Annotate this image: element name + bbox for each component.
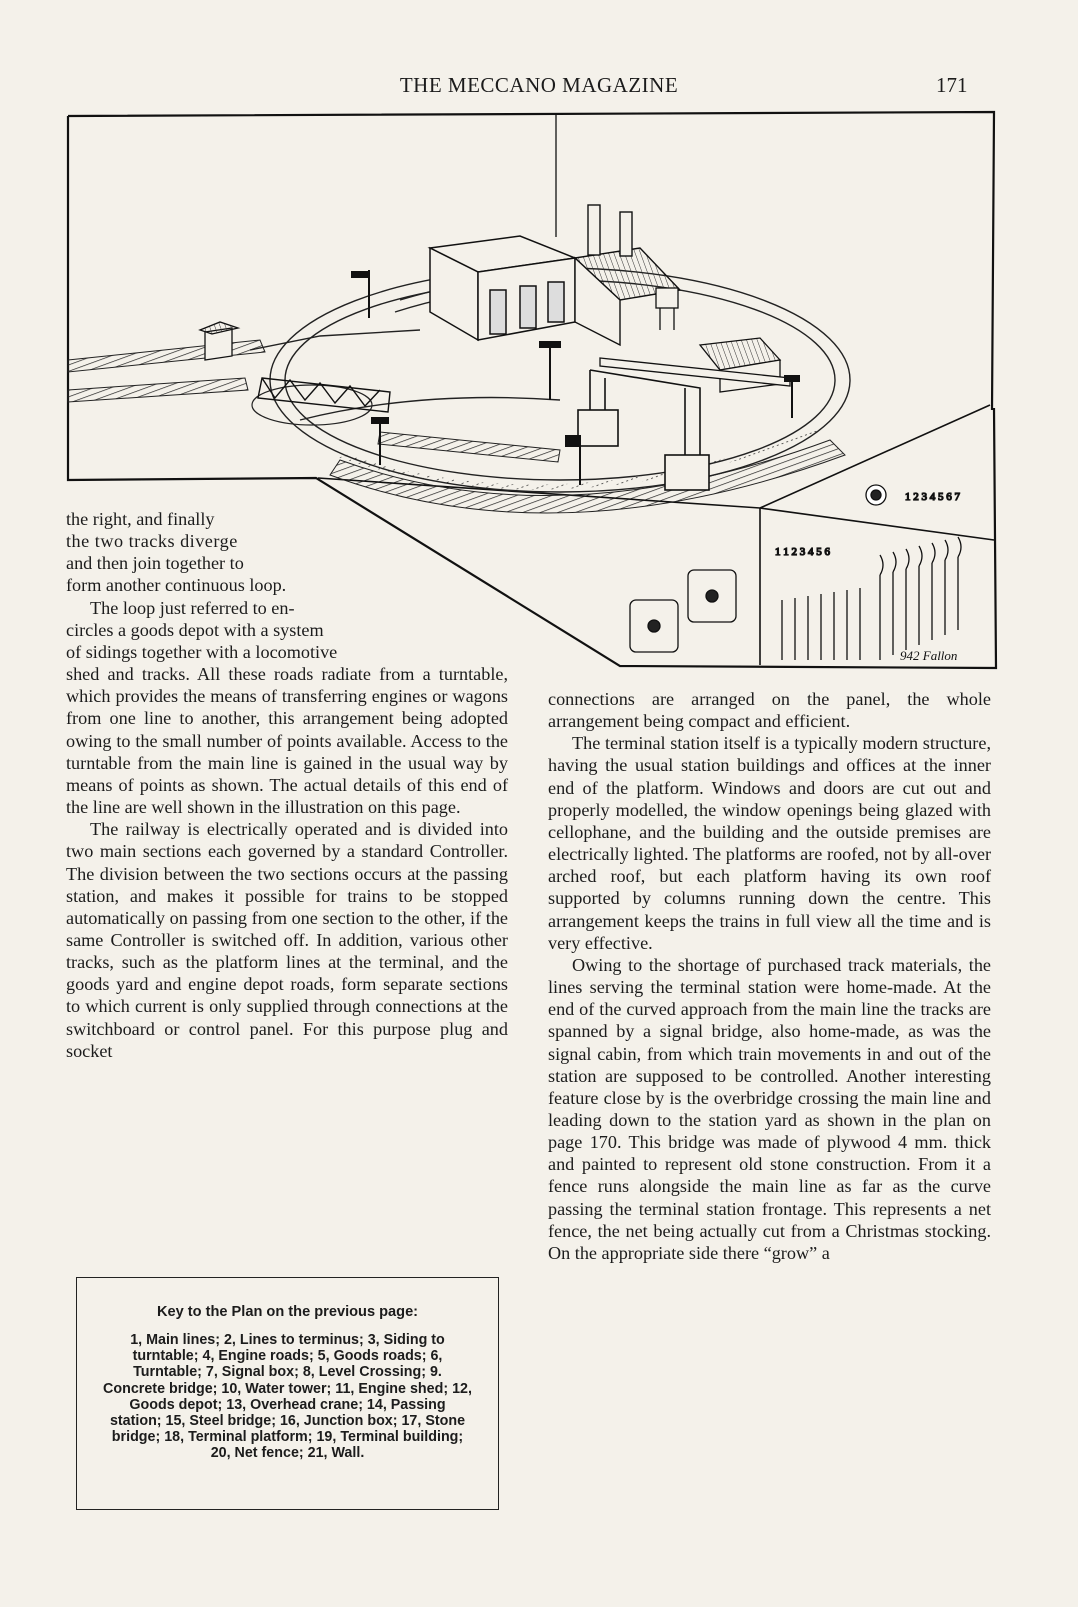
plan-key-box [76, 1277, 499, 1510]
signal-box [200, 322, 238, 360]
key-title: Key to the Plan on the previous page: [156, 1304, 419, 1320]
left-wrap-line-1: the right, and finally [66, 509, 215, 529]
left-wrap-line-2: the two tracks diverge [66, 531, 238, 552]
left-column [66, 508, 508, 1062]
right-para2: The terminal station itself is a typically modern structure, having the usual station buildings and offices at the inner end of the platform. Windows and doors are cut out and properly modelled, the window openings being glazed with cellophane, and the building and the outside premises are electrically lighted. The platforms are roofed, not by all-over arched roof, but each platform having its own roof supported by columns running down the centre. This arrangement keeps the trains in full view all the time and is very effective. [548, 733, 991, 953]
track-bed-left [68, 340, 265, 372]
control-panel [630, 485, 961, 660]
magazine-title: THE MECCANO MAGAZINE [399, 73, 679, 97]
left-para2-wrap-3: of sidings together with a locomotive [66, 641, 338, 662]
left-para2-wrap-1: The loop just referred to en- [90, 597, 295, 618]
left-para2-wrap-2: circles a goods depot with a system [66, 619, 324, 640]
transformer-boxes [630, 570, 736, 652]
right-para1: connections are arranged on the panel, the whole arrangement being compact and efficient. [548, 689, 991, 732]
track-bed-front [330, 440, 845, 513]
left-wrap-line-4: form another continuous loop. [66, 575, 287, 596]
page-number: 171 [936, 73, 968, 97]
right-column [548, 688, 991, 1264]
left-wrap-line-3: and then join together to [66, 553, 244, 574]
artist-signature: 942 Fallon [900, 648, 958, 663]
left-para3: The railway is electrically operated and is divided into two main sections each governed by a standard Controller. The division between the two sections occurs at the passing station, and makes it possible for trains to be stopped automatically on passing from one section to the other, if the same Controller is switched off. In addition, various other tracks, such as the platform lines at the terminal, and the goods yard and engine depot roads, form separate sections to which current is only supplied through connections at the switchboard or control panel. For this purpose plug and socket [66, 819, 508, 1061]
engine-shed [430, 236, 575, 340]
right-para3: Owing to the shortage of purchased track materials, the lines serving the terminal station were home-made. At the end of the curved approach from the main line the tracks are spanned by a signal bridge, also home-made, as was the signal cabin, from which train movements in and out of the station are supposed to be controlled. Another interesting feature close by is the overbridge crossing the main line and leading down to the station yard as shown in the plan on page 170. This bridge was made of plywood 4 mm. thick and painted to represent old stone construction. From it a fence runs alongside the main line as far as the curve passing the terminal station frontage. This represents a net fence, the net being actually cut from a Christmas stocking. On the appropriate side there “grow” a [548, 954, 991, 1263]
key-body: 1, Main lines; 2, Lines to terminus; 3, Siding to turntable; 4, Engine roads; 5, Goods roads; 6, Turntable; 7, Signal box; 8, Level Crossing; 9. Concrete bridge; 10, Water tower; 11, Engine shed; 12, Goods depot; 13, Overhead crane; 14, Passing station; 15, Steel bridge; 16, Junction box; 17, Stone bridge; 18, Terminal platform; 19, Terminal building; 20, Net fence; 21, Wall. [103, 1332, 472, 1462]
passing-station [600, 338, 790, 392]
left-para2-rest: shed and tracks. All these roads radiate from a turntable, which provides the means of transferring engines or wagons from one line to another, this arrangement being adopted owing to the small number of points available. Access to the turntable from the main line is gained in the usual way by means of points as shown. The actual details of this end of the line are well shown in the illustration on this page. [66, 664, 508, 818]
panel-numbers-lower: 1 1 2 3 4 5 6 [775, 546, 830, 558]
overhead-crane [578, 370, 709, 490]
panel-numbers-top: 1 2 3 4 5 6 7 [905, 491, 960, 503]
goods-depot [575, 205, 680, 345]
water-tower [656, 288, 678, 330]
